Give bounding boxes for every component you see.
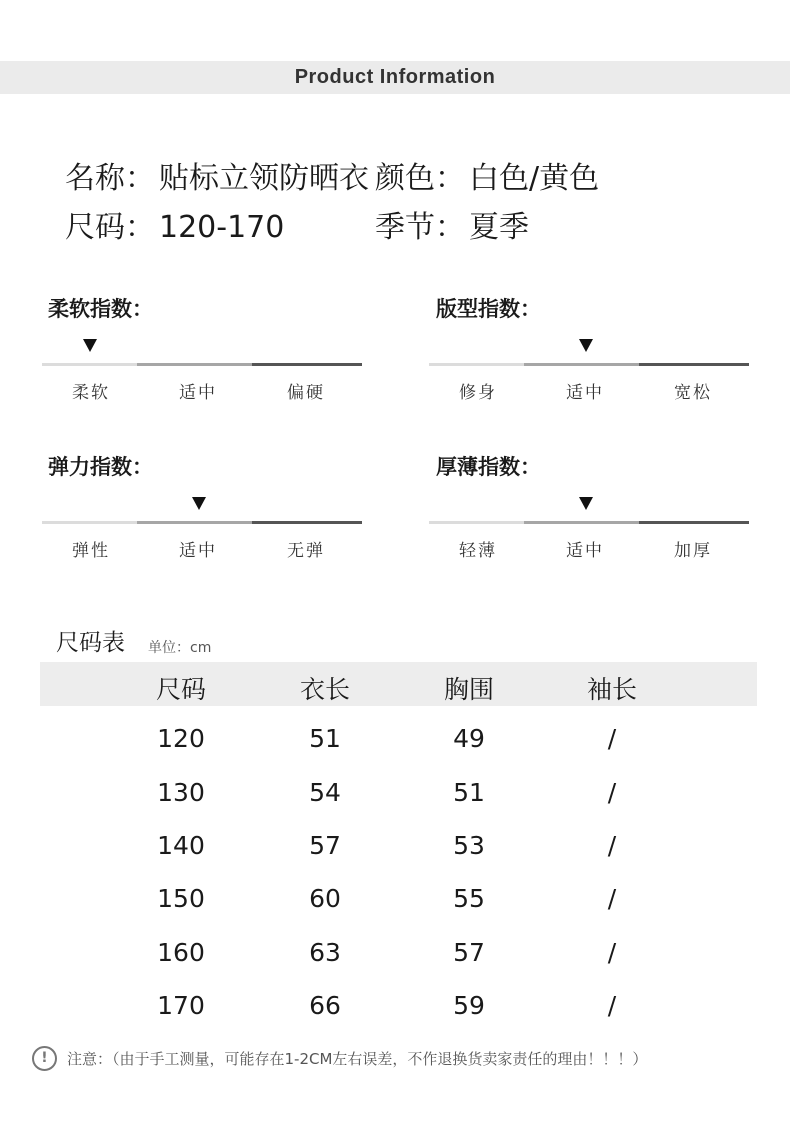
thickness-scale [429,497,749,567]
scale-option: 宽松 [674,383,712,403]
scale-marker-icon [579,497,593,510]
scale-segment [429,521,524,524]
scale-option: 无弹 [287,541,325,561]
exclamation-circle-icon: ! [32,1046,57,1071]
table-header-cell: 尺码 [155,675,206,704]
softness-scale [42,339,362,409]
scale-segment [252,363,362,366]
softness-index-title: 柔软指数： [48,297,153,321]
scale-marker-icon [83,339,97,352]
size-table-unit: 单位：cm [148,640,212,656]
table-cell: 59 [453,991,485,1020]
scale-segment [524,521,639,524]
scale-option: 轻薄 [459,541,497,561]
table-cell: 160 [157,938,205,967]
elasticity-scale [42,497,362,567]
disclaimer-text: 注意：（由于手工测量，可能存在1-2CM左右误差，不作退换货卖家责任的理由！！！） [67,1050,648,1068]
page-title: Product Information [294,66,496,88]
table-cell: 51 [309,724,341,753]
scale-segment [137,363,252,366]
table-cell: 49 [453,724,485,753]
table-cell: 66 [309,991,341,1020]
table-cell: / [607,938,617,967]
scale-option: 适中 [566,541,604,561]
scale-segment [524,363,639,366]
scale-segment [137,521,252,524]
thickness-index-title: 厚薄指数： [436,455,541,479]
scale-option: 柔软 [72,383,110,403]
scale-option: 加厚 [674,541,712,561]
scale-segment [252,521,362,524]
scale-marker-icon [192,497,206,510]
table-cell: / [607,778,617,807]
table-cell: 54 [309,778,341,807]
table-cell: 140 [157,831,205,860]
table-cell: 63 [309,938,341,967]
table-cell: 60 [309,884,341,913]
name-label: 名称： [65,161,155,196]
table-header-cell: 胸围 [443,675,494,704]
table-cell: 170 [157,991,205,1020]
table-header-cell: 衣长 [299,675,350,704]
info-size [65,202,284,246]
scale-option: 偏硬 [287,383,325,403]
name-value: 贴标立领防晒衣 [159,161,369,196]
table-cell: / [607,884,617,913]
scale-option: 适中 [179,383,217,403]
scale-option: 修身 [459,383,497,403]
season-value: 夏季 [469,210,529,245]
scale-segment [639,363,749,366]
season-label: 季节： [375,210,465,245]
table-cell: / [607,991,617,1020]
table-header-cell: 袖长 [586,675,637,704]
color-label: 颜色： [375,161,465,196]
table-cell: 53 [453,831,485,860]
size-value: 120-170 [159,210,285,245]
fit-index-title: 版型指数： [436,297,541,321]
scale-segment [42,363,137,366]
scale-marker-icon [579,339,593,352]
scale-option: 弹性 [72,541,110,561]
scale-segment [429,363,524,366]
info-color [375,153,599,197]
scale-segment [42,521,137,524]
header-band [0,61,790,94]
scale-option: 适中 [179,541,217,561]
size-table-title: 尺码表 [56,630,125,656]
disclaimer-note [32,1046,647,1071]
elasticity-index-title: 弹力指数： [48,455,153,479]
fit-scale [429,339,749,409]
color-value: 白色/黄色 [469,161,600,196]
table-cell: 150 [157,884,205,913]
scale-option: 适中 [566,383,604,403]
table-cell: / [607,724,617,753]
table-cell: 55 [453,884,485,913]
table-cell: 120 [157,724,205,753]
table-cell: 51 [453,778,485,807]
table-cell: 57 [309,831,341,860]
table-cell: 57 [453,938,485,967]
table-cell: / [607,831,617,860]
size-label: 尺码： [65,210,155,245]
table-cell: 130 [157,778,205,807]
info-name [65,153,369,197]
scale-segment [639,521,749,524]
info-season [375,202,529,246]
